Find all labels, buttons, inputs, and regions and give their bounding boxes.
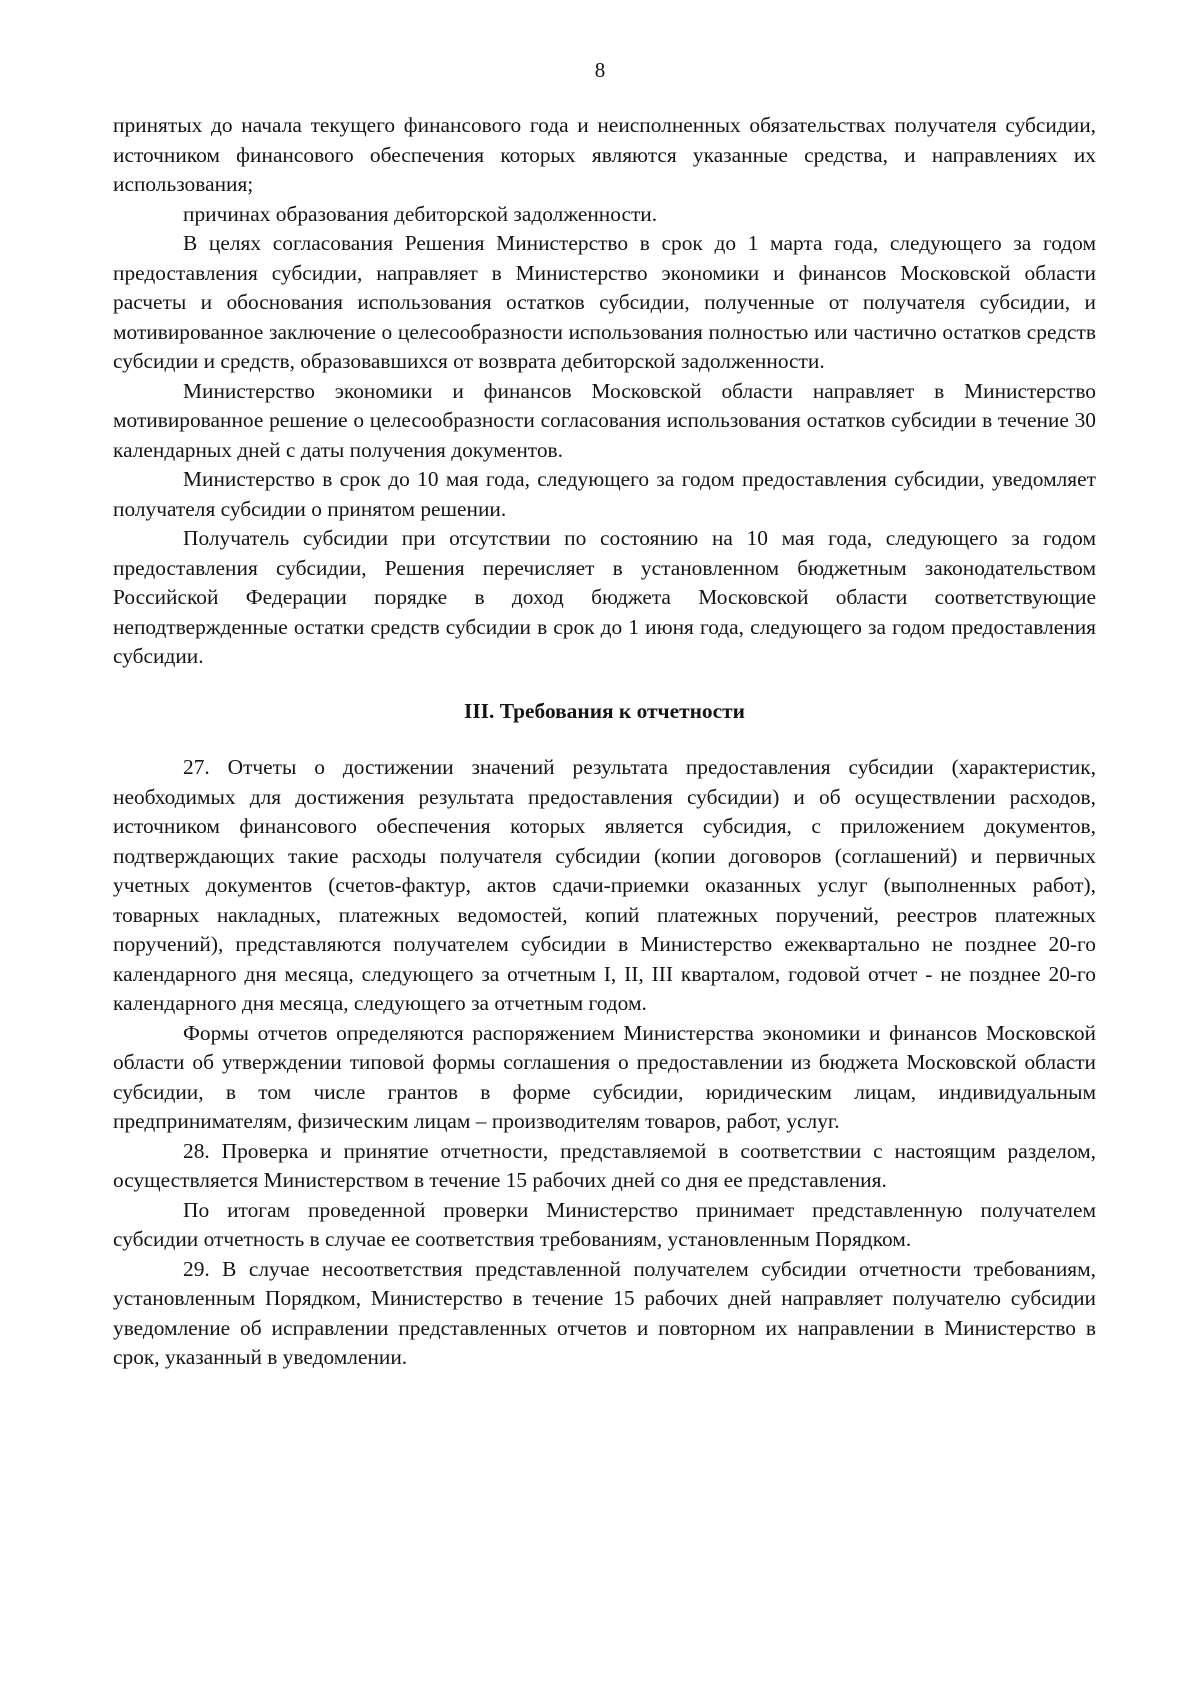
- paragraph: Получатель субсидии при отсутствии по состоянию на 10 мая года, следующего за годом предоставления субсидии, Решения перечисляет в установленном бюджетным законодательством Российской Федерации порядке в доход бюджета Московской области соответствующие неподтвержденные остатки средств субсидии в срок до 1 июня года, следующего за годом предоставления субсидии.: [113, 526, 1096, 668]
- paragraph: причинах образования дебиторской задолженности.: [183, 201, 658, 226]
- paragraphs-after-section: [113, 753, 1096, 1373]
- page-number: 8: [594, 58, 606, 82]
- paragraph: Формы отчетов определяются распоряжением Министерства экономики и финансов Московской области об утверждении типовой формы соглашения о предоставлении из бюджета Московской области субсидии, в том числе грантов в форме субсидии, юридическим лицам, индивидуальным предпринимателям, физическим лицам – производителям товаров, работ, услуг.: [113, 1020, 1096, 1133]
- paragraph: Министерство в срок до 10 мая года, следующего за годом предоставления субсидии, уведомляет получателя субсидии о принятом решении.: [113, 467, 1096, 521]
- paragraphs-before-section: [113, 111, 1096, 672]
- paragraph: 27. Отчеты о достижении значений результата предоставления субсидии (характеристик, необходимых для достижения результата предоставления субсидии) и об осуществлении расходов, источником финансового обеспечения которых является субсидия, с приложением документов, подтверждающих такие расходы получателя субсидии (копии договоров (соглашений) и первичных учетных документов (счетов-фактур, актов сдачи-приемки оказанных услуг (выполненных работ), товарных накладных, платежных ведомостей, копий платежных поручений, реестров платежных поручений), представляются получателем субсидии в Министерство ежеквартально не позднее 20-го календарного дня месяца, следующего за отчетным I, II, III кварталом, годовой отчет - не позднее 20-го календарного дня месяца, следующего за отчетным годом.: [113, 755, 1096, 1015]
- section-heading: III. Требования к отчетности: [464, 698, 745, 723]
- paragraph: Министерство экономики и финансов Московской области направляет в Министерство мотивированное решение о целесообразности согласования использования остатков субсидии в течение 30 календарных дней с даты получения документов.: [113, 378, 1096, 462]
- paragraph: 28. Проверка и принятие отчетности, представляемой в соответствии с настоящим разделом, осуществляется Министерством в течение 15 рабочих дней со дня ее представления.: [113, 1138, 1096, 1192]
- paragraph: По итогам проведенной проверки Министерство принимает представленную получателем субсидии отчетность в случае ее соответствия требованиям, установленным Порядком.: [113, 1197, 1096, 1251]
- paragraph: 29. В случае несоответствия представленной получателем субсидии отчетности требованиям, установленным Порядком, Министерство в течение 15 рабочих дней направляет получателю субсидии уведомление об исправлении представленных отчетов и повторном их направлении в Министерство в срок, указанный в уведомлении.: [113, 1256, 1096, 1369]
- paragraph: В целях согласования Решения Министерство в срок до 1 марта года, следующего за годом предоставления субсидии, направляет в Министерство экономики и финансов Московской области расчеты и обоснования использования остатков субсидии, полученные от получателя субсидии, и мотивированное заключение о целесообразности использования полностью или частично остатков средств субсидии и средств, образовавшихся от возврата дебиторской задолженности.: [113, 231, 1096, 373]
- paragraph: принятых до начала текущего финансового года и неисполненных обязательствах получателя субсидии, источником финансового обеспечения которых являются указанные средства, и направлениях их использования;: [113, 113, 1096, 196]
- document-body: [113, 111, 1096, 1373]
